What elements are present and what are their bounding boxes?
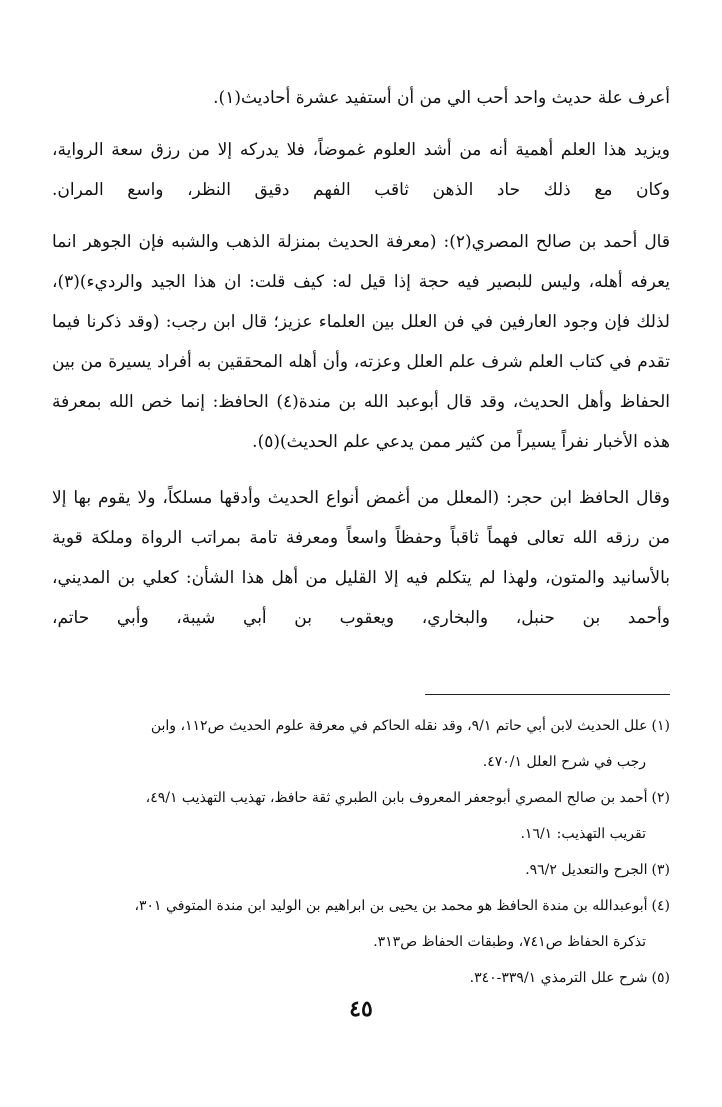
- footnote-text: الجرح والتعديل ٩٦/٢.: [525, 862, 648, 878]
- footnote-text: أبوعبدالله بن مندة الحافظ هو محمد بن يحيى بن ابراهيم بن الوليد ابن مندة المتوفي ٣٠١،: [134, 898, 648, 914]
- footnote-text: علل الحديث لابن أبي حاتم ٩/١، وقد نقله الحاكم في معرفة علوم الحديث ص١١٢، وابن: [150, 718, 648, 734]
- paragraph-4: وقال الحافظ ابن حجر: (المعلل من أغمض أنواع الحديث وأدقها مسلكاً، ولا يقوم بها إلا من رزقه الله تعالى فهماً ثاقباً وحفظاً واسعاً ومعرفة تامة بمراتب الرواة وملكة قوية بالأسانيد والمتون، ولهذا لم يتكلم فيه إلا القليل من أهل هذا الشأن: كعلي بن المديني، وأحمد بن حنبل، والبخاري، ويعقوب بن أبي شيبة، وأبي حاتم،: [52, 488, 670, 628]
- footnote-number: (٤): [651, 898, 670, 914]
- footnote-line: [52, 960, 670, 996]
- footnote-line: [52, 780, 670, 816]
- footnote-separator: [425, 694, 670, 695]
- footnote-number: (١): [651, 718, 670, 734]
- footnote: [52, 708, 670, 780]
- footnote-continuation: رجب في شرح العلل ٤٧٠/١.: [482, 754, 646, 770]
- footnote: [52, 960, 670, 996]
- footnote-line: [52, 852, 670, 888]
- footnote-continuation: تذكرة الحفاظ ص٧٤١، وطبقات الحفاظ ص٣١٣.: [373, 934, 646, 950]
- footnote-line: [52, 888, 670, 924]
- footnote: [52, 780, 670, 852]
- footnote-number: (٥): [651, 970, 670, 986]
- paragraph-3: قال أحمد بن صالح المصري(٢): (معرفة الحديث بمنزلة الذهب والشبه فإن الجوهر انما يعرفه أهله، وليس للبصير فيه حجة إذا قيل له: كيف قلت: ان هذا الجيد والرديء)(٣)، لذلك فإن وجود العارفين في فن العلل بين العلماء عزيز؛ قال ابن رجب: (وقد ذكرنا فيما تقدم في كتاب العلم شرف علم العلل وعزته، وأن أهله المحققين به أفراد يسيرة من بين الحفاظ وأهل الحديث، وقد قال أبوعبد الله بن مندة(٤) الحافظ: إنما خص الله بمعرفة هذه الأخبار نفراً يسيراً من كثير ممن يدعي علم الحديث)(٥).: [52, 232, 670, 452]
- footnotes: [52, 708, 670, 996]
- paragraph-1: أعرف علة حديث واحد أحب الي من أن أستفيد عشرة أحاديث(١).: [213, 88, 670, 108]
- footnote-text: أحمد بن صالح المصري أبوجعفر المعروف بابن الطبري ثقة حافظ، تهذيب التهذيب ٤٩/١،: [145, 790, 648, 806]
- page-number: ٤٥: [349, 996, 373, 1022]
- paragraph-2: ويزيد هذا العلم أهمية أنه من أشد العلوم غموضاً، فلا يدركه إلا من رزق سعة الرواية، وكان مع ذلك حاد الذهن ثاقب الفهم دقيق النظر، واسع المران.: [52, 140, 670, 200]
- footnote-continuation: تقريب التهذيب: ١٦/١.: [520, 826, 646, 842]
- footnote-number: (٣): [651, 862, 670, 878]
- footnote-line: [52, 708, 670, 744]
- footnote: [52, 888, 670, 960]
- book-page: [52, 0, 670, 1107]
- footnote: [52, 852, 670, 888]
- footnote-text: شرح علل الترمذي ٣٣٩/١-٣٤٠.: [469, 970, 648, 986]
- footnote-number: (٢): [651, 790, 670, 806]
